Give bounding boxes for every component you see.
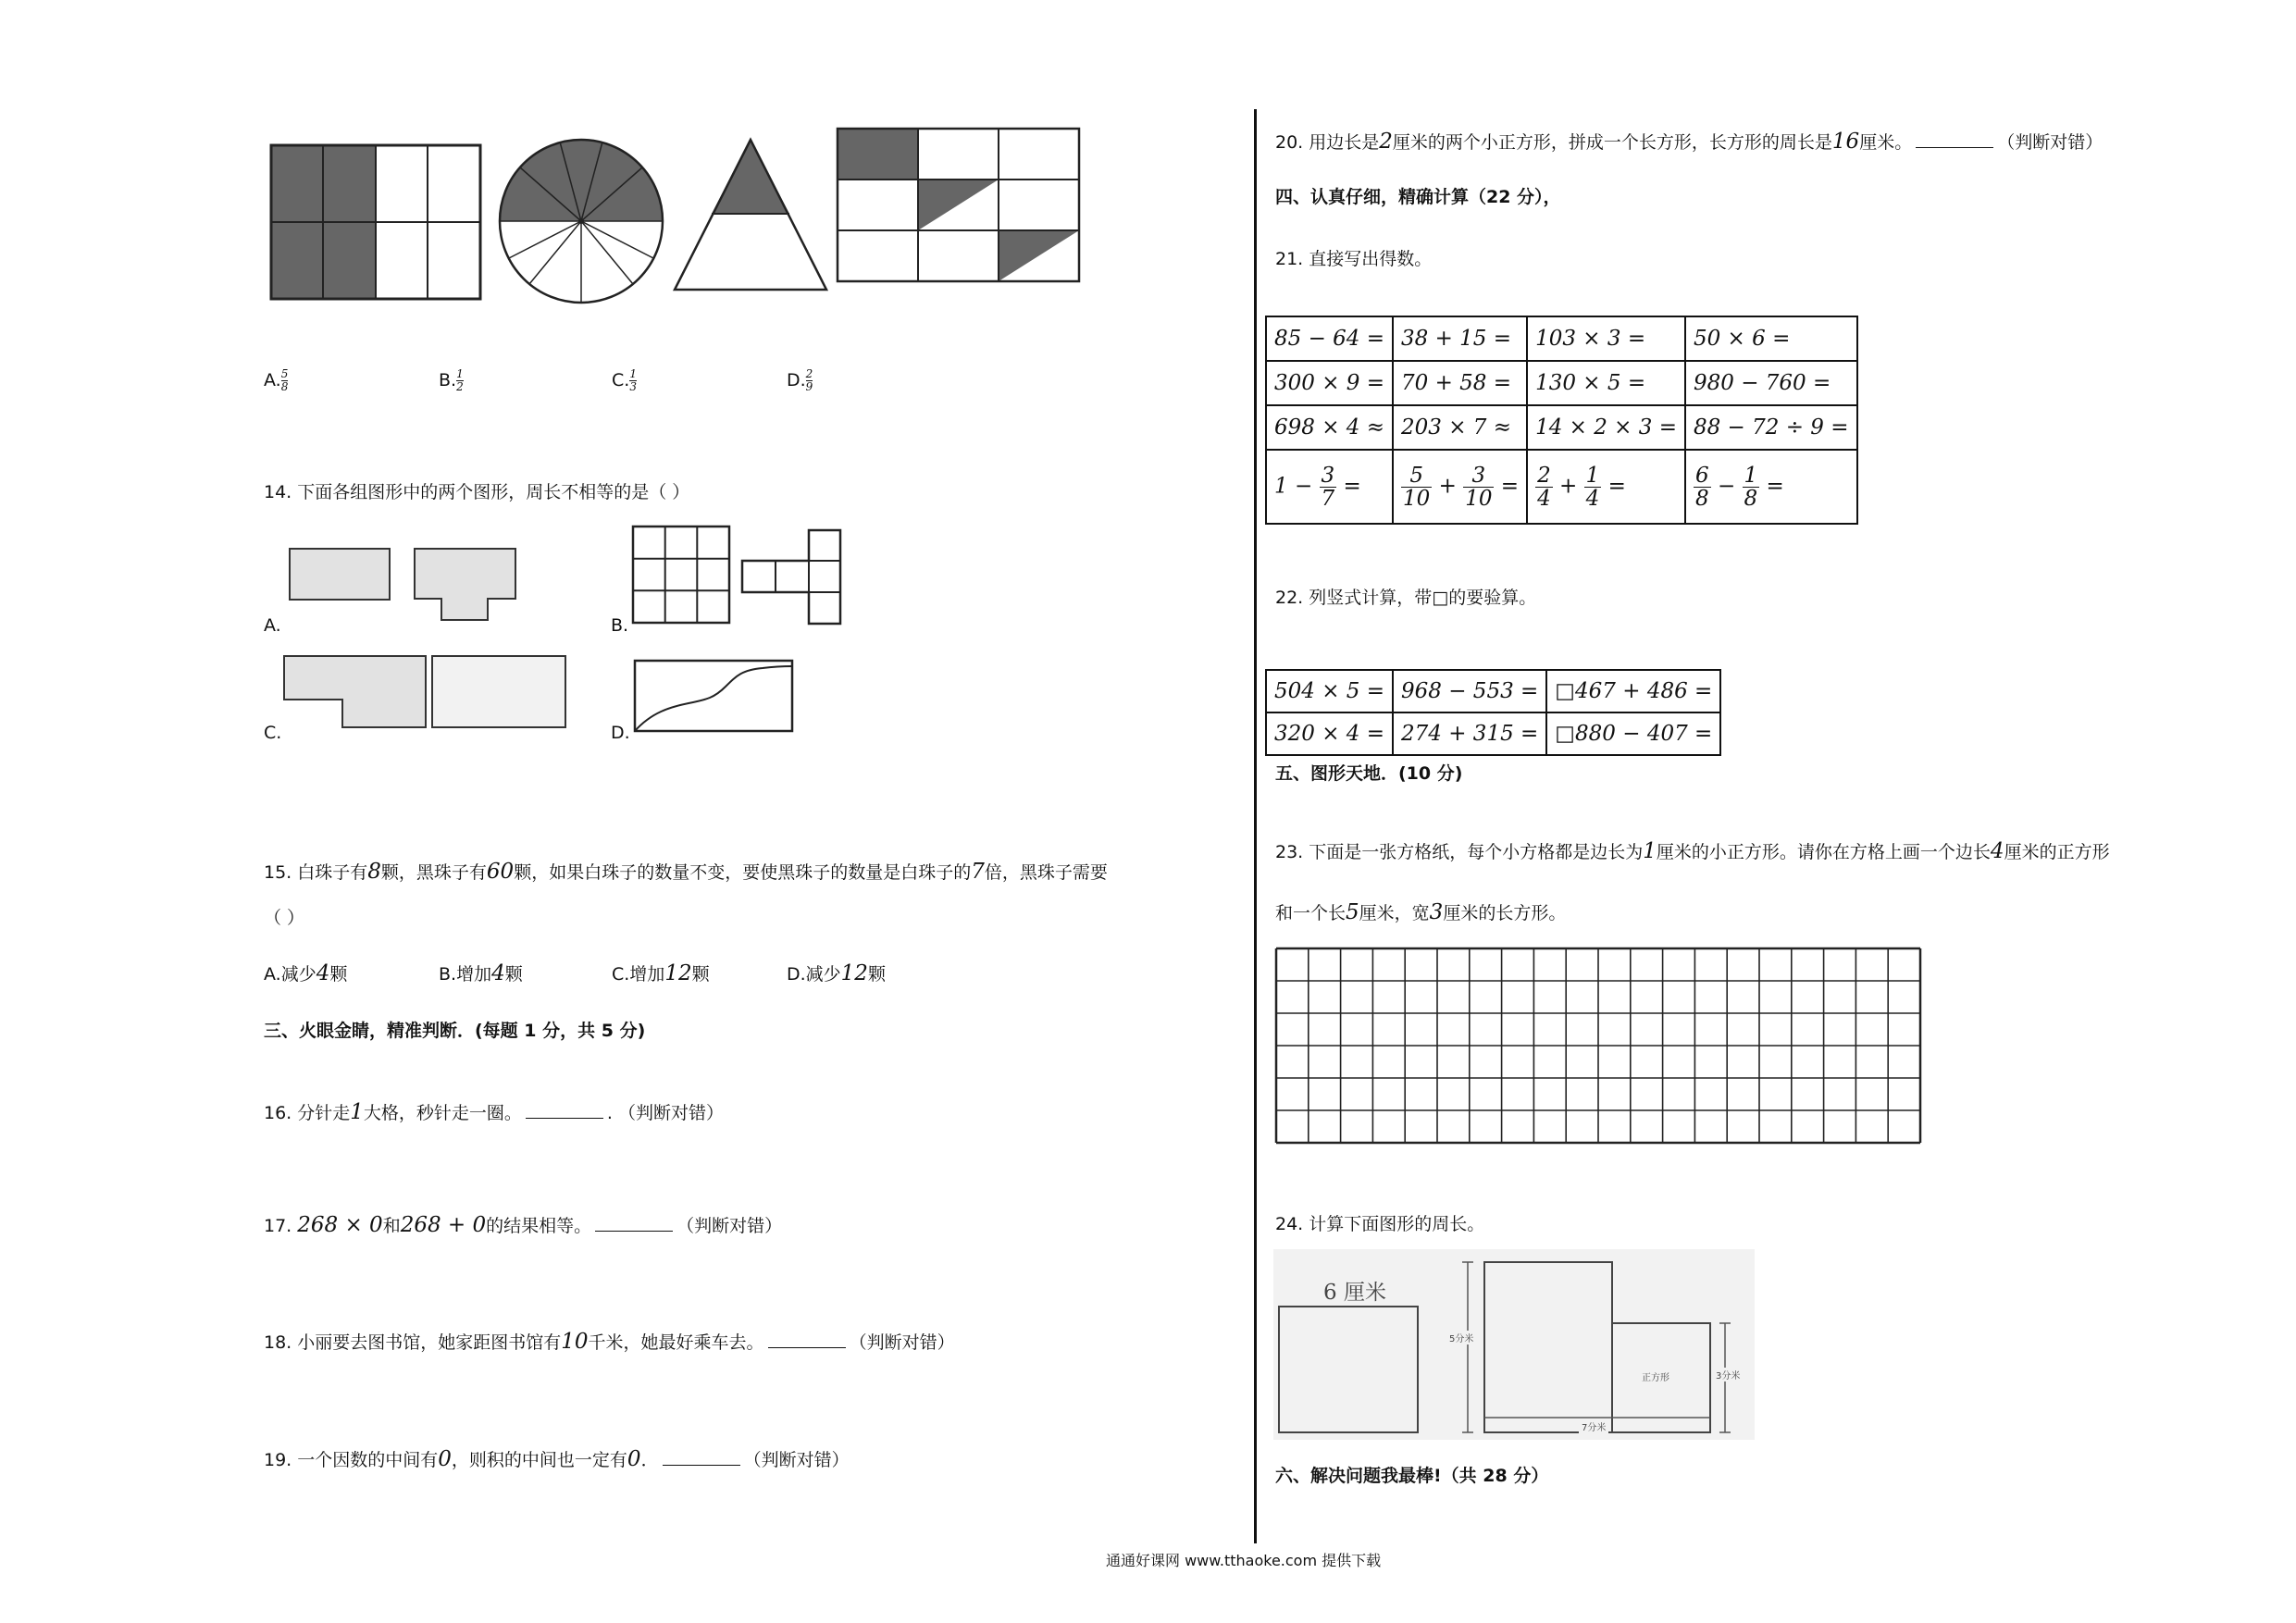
q21-cell[interactable]: 14 × 2 × 3 =	[1527, 405, 1685, 450]
q14-label-c[interactable]: C.	[264, 723, 282, 743]
q21-cell[interactable]: 300 × 9 =	[1266, 361, 1393, 405]
q24-label-7dm: 7分米	[1579, 1419, 1608, 1433]
section3-heading: 三、火眼金睛，精准判断．(每题 1 分，共 5 分)	[264, 1021, 646, 1041]
q24-label-6cm: 6 厘米	[1323, 1281, 1386, 1305]
q16-line: 16. 分针走1大格，秒针走一圈。 . （判断对错）	[264, 1100, 725, 1124]
q22-cell[interactable]: 274 + 315 =	[1393, 712, 1546, 755]
q13-figure-triangle	[673, 138, 830, 293]
q21-cell[interactable]: 70 + 58 =	[1393, 361, 1527, 405]
q14-c-shape-rect	[431, 655, 568, 731]
q21-stem: 21. 直接写出得数。	[1275, 249, 1433, 269]
q23-line2: 和一个长5厘米，宽3厘米的长方形。	[1275, 900, 1567, 924]
column-divider	[1254, 109, 1257, 1543]
q23-square-grid[interactable]	[1275, 948, 1921, 1146]
q20-line: 20. 用边长是2厘米的两个小正方形，拼成一个长方形，长方形的周长是16厘米。 （判断对错）	[1275, 130, 2104, 154]
q21-fraction-cell-3[interactable]: $\frac{2}{4}$ + $\frac{1}{4}$ =	[1527, 450, 1685, 524]
q14-c-shape-notched	[283, 655, 429, 731]
q24-label-square: 正方形	[1642, 1373, 1669, 1383]
q24-label-3dm: 3分米	[1716, 1368, 1740, 1381]
q19-answer-blank[interactable]	[663, 1448, 740, 1466]
q22-cell[interactable]: 504 × 5 =	[1266, 670, 1393, 712]
q22-calc-table	[1265, 669, 1721, 756]
section5-heading: 五、图形天地．(10 分)	[1275, 763, 1463, 784]
q18-answer-blank[interactable]	[768, 1331, 846, 1348]
q14-stem: 14. 下面各组图形中的两个图形，周长不相等的是（ ）	[264, 482, 690, 502]
q14-d-shape-curve	[633, 659, 796, 735]
q14-a-shape-notched	[414, 548, 519, 624]
q24-label-5dm: 5分米	[1449, 1331, 1473, 1344]
q21-fraction-cell-1[interactable]: 1 − $\frac{3}{7}$ =	[1266, 450, 1393, 524]
q22-cell[interactable]: □467 + 486 =	[1546, 670, 1720, 712]
q19-line: 19. 一个因数的中间有0，则积的中间也一定有0． （判断对错）	[264, 1447, 850, 1471]
q15-option-c[interactable]: C.增加12颗	[612, 961, 710, 985]
section4-heading: 四、认真仔细，精确计算（22 分），	[1275, 187, 1561, 207]
q13-figure-rect-grid	[271, 145, 482, 301]
q15-line1: 15. 白珠子有8颗，黑珠子有60颗，如果白珠子的数量不变，要使黑珠子的数量是白珠子的7倍，黑珠子需要	[264, 860, 1108, 884]
q13-option-c[interactable]: C. $\frac{1}{3}$	[612, 367, 637, 393]
q21-cell[interactable]: 88 − 72 ÷ 9 =	[1685, 405, 1857, 450]
q21-cell[interactable]: 980 − 760 =	[1685, 361, 1857, 405]
q24-stem: 24. 计算下面图形的周长。	[1275, 1214, 1485, 1234]
q14-b-shape-grid	[632, 526, 732, 626]
q14-label-b[interactable]: B.	[611, 615, 629, 636]
q17-line: 17. 268 × 0和268 + 0的结果相等。 （判断对错）	[264, 1213, 783, 1237]
q17-answer-blank[interactable]	[595, 1214, 673, 1232]
q15-line2: （ ）	[264, 908, 305, 928]
q15-option-a[interactable]: A.减少4颗	[264, 961, 348, 985]
q21-cell[interactable]: 203 × 7 ≈	[1393, 405, 1527, 450]
q15-option-b[interactable]: B.增加4颗	[439, 961, 523, 985]
q21-cell[interactable]: 85 − 64 =	[1266, 316, 1393, 361]
q21-fraction-cell-2[interactable]: $\frac{5}{10}$ + $\frac{3}{10}$ =	[1393, 450, 1527, 524]
q22-cell[interactable]: 320 × 4 =	[1266, 712, 1393, 755]
section6-heading: 六、解决问题我最棒!（共 28 分）	[1275, 1466, 1549, 1486]
q24-figure	[1273, 1249, 1755, 1440]
q14-label-a[interactable]: A.	[264, 615, 281, 636]
page-footer: 通通好课网 www.tthaoke.com 提供下载	[1106, 1552, 1382, 1569]
q15-option-d[interactable]: D.减少12颗	[787, 961, 886, 985]
q22-cell[interactable]: □880 − 407 =	[1546, 712, 1720, 755]
q22-stem: 22. 列竖式计算，带□的要验算。	[1275, 588, 1537, 608]
q18-line: 18. 小丽要去图书馆，她家距图书馆有10千米，她最好乘车去。 （判断对错）	[264, 1330, 955, 1354]
q16-answer-blank[interactable]	[526, 1101, 603, 1119]
q21-cell[interactable]: 103 × 3 =	[1527, 316, 1685, 361]
q13-option-d[interactable]: D. $\frac{2}{9}$	[787, 367, 813, 393]
q13-figure-circle	[496, 136, 666, 306]
q13-figure-shaded-grid	[838, 129, 1080, 284]
q14-b-shape-cross	[740, 529, 844, 626]
q21-cell[interactable]: 38 + 15 =	[1393, 316, 1527, 361]
q14-label-d[interactable]: D.	[611, 723, 630, 743]
q21-cell[interactable]: 130 × 5 =	[1527, 361, 1685, 405]
q21-cell[interactable]: 698 × 4 ≈	[1266, 405, 1393, 450]
q21-cell[interactable]: 50 × 6 =	[1685, 316, 1857, 361]
q20-answer-blank[interactable]	[1916, 130, 1993, 148]
q13-option-a[interactable]: A. $\frac{5}{8}$	[264, 367, 289, 393]
q22-cell[interactable]: 968 − 553 =	[1393, 670, 1546, 712]
q21-calc-table	[1265, 316, 1858, 525]
q21-fraction-cell-4[interactable]: $\frac{6}{8}$ − $\frac{1}{8}$ =	[1685, 450, 1857, 524]
q13-option-b[interactable]: B. $\frac{1}{2}$	[439, 367, 464, 393]
q23-line1: 23. 下面是一张方格纸，每个小方格都是边长为1厘米的小正方形。请你在方格上画一个边长4厘米的正方形	[1275, 839, 2110, 863]
q14-a-shape-rect	[289, 548, 392, 601]
